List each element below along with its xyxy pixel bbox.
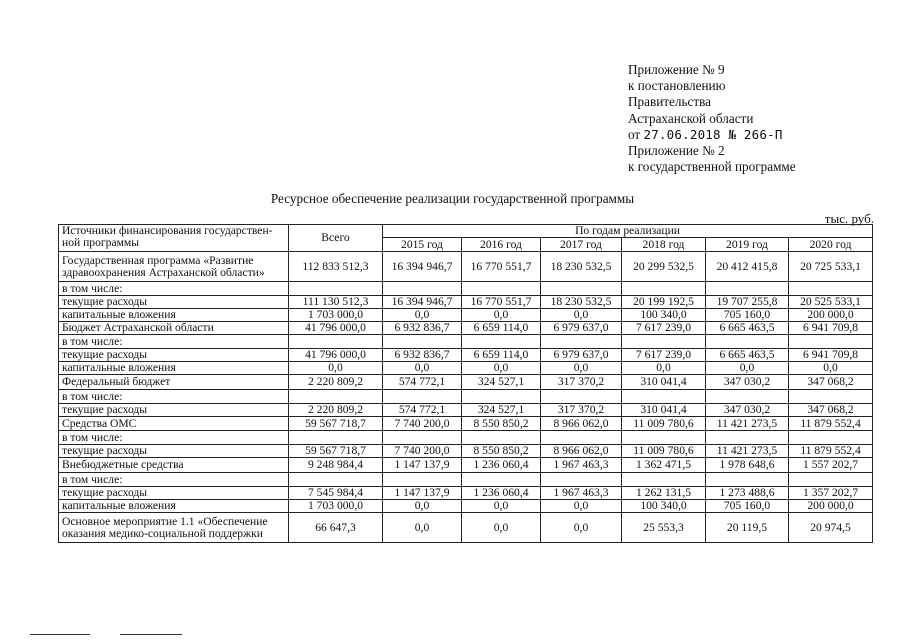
appendix-header: [628, 62, 796, 175]
cell-year-value: 310 041,4: [622, 404, 706, 417]
table-body: [59, 252, 873, 543]
cell-year-value: 8 966 062,0: [541, 445, 622, 458]
cell-year-value: 7 740 200,0: [383, 445, 462, 458]
row-label: Внебюджетные средства: [59, 458, 289, 473]
cell-year-value: 100 340,0: [622, 309, 706, 322]
cell-total: 1 703 000,0: [289, 309, 383, 322]
cell-year-value: 6 941 709,8: [789, 349, 873, 362]
cell-total: 66 647,3: [289, 513, 383, 543]
cell-year-value: 11 421 273,5: [706, 417, 789, 431]
cell-year-value: 11 009 780,6: [622, 417, 706, 431]
column-header-year: 2017 год: [541, 238, 622, 252]
header-line: Правительства: [628, 94, 711, 110]
cell-total: 111 130 512,3: [289, 296, 383, 309]
cell-year-value: [789, 390, 873, 404]
cell-year-value: 8 966 062,0: [541, 417, 622, 431]
table-row: [59, 349, 873, 362]
cell-total: 59 567 718,7: [289, 417, 383, 431]
row-label: текущие расходы: [59, 487, 289, 500]
cell-year-value: 574 772,1: [383, 375, 462, 390]
header-line: к постановлению: [628, 78, 726, 94]
table-row: [59, 322, 873, 335]
footer-rule: [30, 634, 90, 635]
cell-year-value: 1 147 137,9: [383, 458, 462, 473]
column-header-total: Всего: [289, 225, 383, 252]
cell-year-value: 0,0: [462, 309, 541, 322]
header-date-line: [628, 127, 796, 143]
cell-year-value: 8 550 850,2: [462, 417, 541, 431]
cell-year-value: 200 000,0: [789, 309, 873, 322]
row-label: Государственная программа «Развитие здравоохранения Астраханской области»: [59, 252, 289, 282]
cell-year-value: 1 362 471,5: [622, 458, 706, 473]
cell-year-value: 0,0: [706, 362, 789, 375]
cell-year-value: 317 370,2: [541, 375, 622, 390]
column-header-year: 2018 год: [622, 238, 706, 252]
date-prefix: от: [628, 126, 641, 142]
cell-year-value: 16 770 551,7: [462, 252, 541, 282]
cell-year-value: 1 236 060,4: [462, 458, 541, 473]
row-label: Средства ОМС: [59, 417, 289, 431]
row-label: в том числе:: [59, 282, 289, 296]
cell-year-value: 324 527,1: [462, 375, 541, 390]
row-label: капитальные вложения: [59, 500, 289, 513]
cell-year-value: 11 879 552,4: [789, 445, 873, 458]
cell-year-value: [706, 335, 789, 349]
cell-year-value: [383, 473, 462, 487]
cell-year-value: [622, 473, 706, 487]
table-row: [59, 487, 873, 500]
column-header-year: 2020 год: [789, 238, 873, 252]
cell-year-value: 20 525 533,1: [789, 296, 873, 309]
cell-year-value: 0,0: [462, 500, 541, 513]
table-row: [59, 513, 873, 543]
cell-year-value: 16 770 551,7: [462, 296, 541, 309]
cell-year-value: 11 421 273,5: [706, 445, 789, 458]
cell-year-value: [541, 335, 622, 349]
cell-year-value: 1 357 202,7: [789, 487, 873, 500]
cell-year-value: 317 370,2: [541, 404, 622, 417]
cell-year-value: [789, 473, 873, 487]
cell-year-value: 0,0: [383, 309, 462, 322]
header-line: к государственной программе: [628, 159, 796, 175]
cell-year-value: [462, 335, 541, 349]
cell-year-value: 347 068,2: [789, 404, 873, 417]
cell-year-value: [789, 431, 873, 445]
resource-table: [58, 224, 873, 543]
date-stamp: 27.06.2018 № 266-П: [643, 126, 783, 142]
cell-year-value: [706, 390, 789, 404]
cell-year-value: 25 553,3: [622, 513, 706, 543]
cell-year-value: 1 557 202,7: [789, 458, 873, 473]
cell-year-value: [706, 431, 789, 445]
cell-year-value: [383, 335, 462, 349]
cell-year-value: [706, 473, 789, 487]
cell-total: 1 703 000,0: [289, 500, 383, 513]
cell-year-value: 1 262 131,5: [622, 487, 706, 500]
column-header-source: Источники финансирования государствен-ной программы: [59, 225, 289, 252]
table-row: [59, 500, 873, 513]
cell-year-value: 20 412 415,8: [706, 252, 789, 282]
cell-year-value: 347 068,2: [789, 375, 873, 390]
cell-year-value: [462, 282, 541, 296]
cell-total: 9 248 984,4: [289, 458, 383, 473]
column-header-year: 2019 год: [706, 238, 789, 252]
cell-total: 2 220 809,2: [289, 375, 383, 390]
table-row: [59, 458, 873, 473]
row-label: в том числе:: [59, 431, 289, 445]
table-row: [59, 417, 873, 431]
cell-year-value: 6 665 463,5: [706, 349, 789, 362]
cell-year-value: [462, 473, 541, 487]
cell-year-value: 6 932 836,7: [383, 349, 462, 362]
cell-year-value: 0,0: [462, 362, 541, 375]
cell-year-value: [541, 282, 622, 296]
cell-year-value: 18 230 532,5: [541, 296, 622, 309]
column-header-years-group: По годам реализации: [383, 225, 873, 238]
table-row: [59, 282, 873, 296]
cell-year-value: 347 030,2: [706, 404, 789, 417]
cell-year-value: 200 000,0: [789, 500, 873, 513]
column-header-year: 2015 год: [383, 238, 462, 252]
row-label: Основное мероприятие 1.1 «Обеспечение оказания медико-социальной поддержки: [59, 513, 289, 543]
table-row: [59, 362, 873, 375]
units-label: тыс. руб.: [824, 211, 874, 226]
column-header-year: 2016 год: [462, 238, 541, 252]
table-row: [59, 309, 873, 322]
cell-total: [289, 282, 383, 296]
cell-year-value: 324 527,1: [462, 404, 541, 417]
cell-total: [289, 431, 383, 445]
row-label: капитальные вложения: [59, 362, 289, 375]
cell-year-value: 11 879 552,4: [789, 417, 873, 431]
cell-year-value: [383, 282, 462, 296]
cell-year-value: 705 160,0: [706, 309, 789, 322]
cell-year-value: 310 041,4: [622, 375, 706, 390]
cell-year-value: 6 979 637,0: [541, 349, 622, 362]
cell-year-value: 20 119,5: [706, 513, 789, 543]
table-row: [59, 296, 873, 309]
cell-year-value: 0,0: [383, 500, 462, 513]
cell-year-value: 16 394 946,7: [383, 252, 462, 282]
cell-year-value: [622, 282, 706, 296]
cell-year-value: 0,0: [541, 362, 622, 375]
cell-year-value: 19 707 255,8: [706, 296, 789, 309]
cell-total: 112 833 512,3: [289, 252, 383, 282]
cell-year-value: 7 617 239,0: [622, 322, 706, 335]
row-label: текущие расходы: [59, 445, 289, 458]
cell-year-value: 0,0: [541, 513, 622, 543]
cell-year-value: [789, 282, 873, 296]
cell-year-value: 100 340,0: [622, 500, 706, 513]
table-row: [59, 431, 873, 445]
cell-total: 0,0: [289, 362, 383, 375]
cell-year-value: 8 550 850,2: [462, 445, 541, 458]
table-row: [59, 252, 873, 282]
footer-rule: [120, 634, 182, 635]
cell-total: 2 220 809,2: [289, 404, 383, 417]
cell-year-value: 1 147 137,9: [383, 487, 462, 500]
cell-total: 41 796 000,0: [289, 322, 383, 335]
cell-year-value: 16 394 946,7: [383, 296, 462, 309]
cell-year-value: 0,0: [541, 500, 622, 513]
cell-year-value: [383, 390, 462, 404]
row-label: капитальные вложения: [59, 309, 289, 322]
cell-year-value: 1 236 060,4: [462, 487, 541, 500]
cell-total: 7 545 984,4: [289, 487, 383, 500]
cell-year-value: 0,0: [789, 362, 873, 375]
cell-year-value: 6 979 637,0: [541, 322, 622, 335]
cell-year-value: [706, 282, 789, 296]
cell-year-value: [541, 390, 622, 404]
row-label: в том числе:: [59, 335, 289, 349]
cell-year-value: 20 974,5: [789, 513, 873, 543]
cell-year-value: 20 199 192,5: [622, 296, 706, 309]
cell-year-value: [622, 335, 706, 349]
cell-year-value: 705 160,0: [706, 500, 789, 513]
cell-year-value: 0,0: [383, 362, 462, 375]
document-title: Ресурсное обеспечение реализации государственной программы: [270, 191, 635, 206]
table-row: [59, 390, 873, 404]
cell-total: [289, 473, 383, 487]
cell-year-value: 574 772,1: [383, 404, 462, 417]
cell-year-value: [622, 431, 706, 445]
cell-year-value: 7 617 239,0: [622, 349, 706, 362]
cell-year-value: 1 978 648,6: [706, 458, 789, 473]
cell-year-value: 347 030,2: [706, 375, 789, 390]
cell-year-value: 6 665 463,5: [706, 322, 789, 335]
cell-year-value: 0,0: [541, 309, 622, 322]
cell-year-value: 0,0: [622, 362, 706, 375]
cell-year-value: [462, 431, 541, 445]
cell-year-value: [541, 473, 622, 487]
row-label: Бюджет Астраханской области: [59, 322, 289, 335]
cell-year-value: 20 299 532,5: [622, 252, 706, 282]
table-row: [59, 375, 873, 390]
row-label: Федеральный бюджет: [59, 375, 289, 390]
row-label: в том числе:: [59, 473, 289, 487]
cell-year-value: 1 273 488,6: [706, 487, 789, 500]
cell-year-value: [541, 431, 622, 445]
cell-year-value: 6 659 114,0: [462, 349, 541, 362]
header-line: Приложение № 2: [628, 143, 725, 159]
cell-year-value: 7 740 200,0: [383, 417, 462, 431]
cell-year-value: 1 967 463,3: [541, 487, 622, 500]
cell-total: [289, 335, 383, 349]
cell-year-value: 1 967 463,3: [541, 458, 622, 473]
cell-year-value: [789, 335, 873, 349]
table-row: [59, 473, 873, 487]
row-label: текущие расходы: [59, 404, 289, 417]
cell-total: 41 796 000,0: [289, 349, 383, 362]
cell-year-value: 6 659 114,0: [462, 322, 541, 335]
header-line: Приложение № 9: [628, 62, 725, 77]
table-row: [59, 335, 873, 349]
row-label: в том числе:: [59, 390, 289, 404]
cell-total: [289, 390, 383, 404]
row-label: текущие расходы: [59, 349, 289, 362]
cell-total: 59 567 718,7: [289, 445, 383, 458]
cell-year-value: 6 941 709,8: [789, 322, 873, 335]
cell-year-value: 6 932 836,7: [383, 322, 462, 335]
cell-year-value: 20 725 533,1: [789, 252, 873, 282]
table-row: [59, 404, 873, 417]
table-row: [59, 445, 873, 458]
cell-year-value: 0,0: [462, 513, 541, 543]
cell-year-value: [383, 431, 462, 445]
row-label: текущие расходы: [59, 296, 289, 309]
cell-year-value: 11 009 780,6: [622, 445, 706, 458]
cell-year-value: [622, 390, 706, 404]
cell-year-value: [462, 390, 541, 404]
header-line: Астраханской области: [628, 110, 754, 126]
cell-year-value: 18 230 532,5: [541, 252, 622, 282]
cell-year-value: 0,0: [383, 513, 462, 543]
